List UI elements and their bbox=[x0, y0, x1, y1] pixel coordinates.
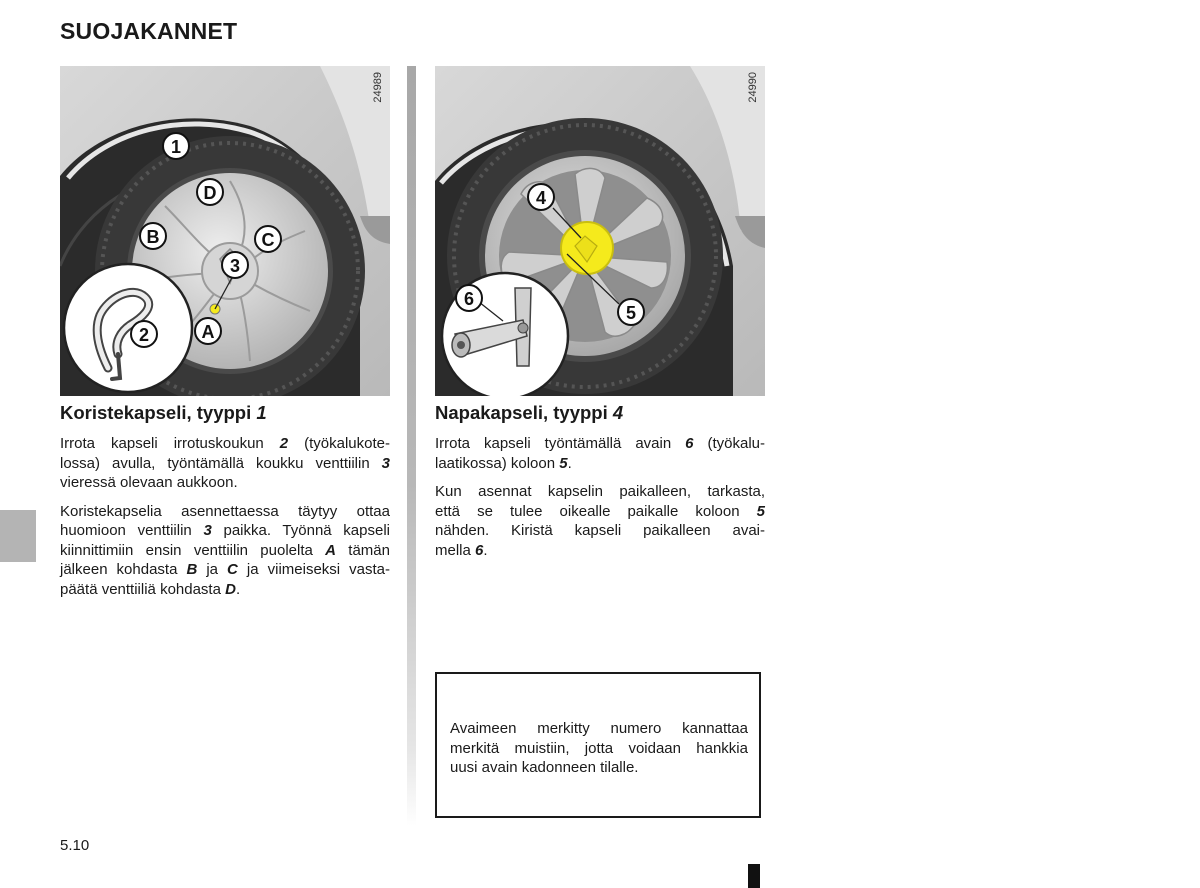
note-text bbox=[450, 719, 748, 778]
svg-text:2: 2 bbox=[138, 325, 150, 345]
svg-text:6: 6 bbox=[463, 289, 475, 309]
text-line: vieressä olevaan aukkoon. bbox=[60, 474, 238, 491]
text-line: Koristekapselia asennettaessa täytyy ottaa bbox=[60, 502, 390, 520]
callout-1 bbox=[163, 133, 189, 159]
reference-label: D bbox=[225, 580, 236, 598]
reference-label: 2 bbox=[279, 435, 289, 452]
note-box bbox=[435, 672, 761, 818]
paragraph bbox=[60, 434, 390, 493]
svg-text:5: 5 bbox=[625, 303, 637, 323]
callout-B bbox=[140, 223, 166, 249]
callout-C bbox=[255, 226, 281, 252]
callout-4 bbox=[528, 184, 554, 210]
reference-label: 5 bbox=[756, 502, 765, 520]
svg-text:4: 4 bbox=[535, 188, 547, 208]
text-line: laatikossa) koloon 5. bbox=[435, 454, 572, 472]
column-divider bbox=[407, 66, 416, 826]
callout-2 bbox=[131, 321, 157, 347]
text-line: että se tulee oikealle paikalle koloon 5 bbox=[435, 502, 765, 520]
text-line: Irrota kapseli irrotuskoukun 2 (työkalukote- bbox=[60, 435, 391, 452]
text-line: huomioon venttiilin 3 paikka. Työnnä kapseli bbox=[60, 522, 390, 539]
paragraph bbox=[435, 482, 765, 560]
svg-text:A: A bbox=[201, 322, 215, 342]
text-line: lossa) avulla, työntämällä koukku venttiilin 3 bbox=[60, 454, 390, 472]
text-line: mella 6. bbox=[435, 541, 488, 559]
reference-label: 6 bbox=[475, 541, 484, 559]
hub-cap-illustration bbox=[435, 66, 765, 396]
callout-3 bbox=[222, 252, 248, 278]
page-title: SUOJAKANNET bbox=[60, 18, 238, 44]
callout-D bbox=[197, 179, 223, 205]
chapter-tab bbox=[0, 510, 36, 562]
note-line: uusi avain kadonneen tilalle. bbox=[450, 759, 639, 776]
reference-label: B bbox=[186, 561, 198, 578]
callout-5 bbox=[618, 299, 644, 325]
svg-text:C: C bbox=[261, 230, 275, 250]
paragraph bbox=[60, 502, 390, 600]
figure-code: 24990 bbox=[747, 72, 759, 103]
reference-label: A bbox=[325, 541, 336, 559]
wheel-trim-illustration bbox=[60, 66, 390, 396]
section-heading-hubcap: Napakapseli, tyyppi 4 bbox=[435, 402, 624, 423]
svg-text:3: 3 bbox=[229, 256, 241, 276]
trim-instructions bbox=[60, 434, 390, 608]
page-number: 5.10 bbox=[60, 837, 90, 854]
note-line: Avaimeen merkitty numero kannattaa bbox=[450, 720, 748, 737]
svg-text:B: B bbox=[146, 227, 160, 247]
text-line: Kun asennat kapselin paikalleen, tarkasta, bbox=[435, 483, 765, 500]
paragraph bbox=[435, 434, 765, 473]
hubcap-instructions bbox=[435, 434, 765, 569]
reference-label: 5 bbox=[559, 454, 568, 472]
reference-label: 6 bbox=[685, 435, 694, 452]
svg-text:1: 1 bbox=[170, 137, 182, 157]
figure-code: 24989 bbox=[372, 72, 384, 103]
text-line: Irrota kapseli työntämällä avain 6 (työkalu- bbox=[435, 435, 766, 452]
page-edge-mark bbox=[748, 864, 760, 888]
reference-label: C bbox=[227, 561, 238, 578]
reference-label: 3 bbox=[203, 522, 212, 539]
text-line: kiinnittimiin ensin venttiilin puolelta A tämän bbox=[60, 541, 390, 559]
note-line: merkitä muistiin, jotta voidaan hankkia bbox=[450, 739, 748, 757]
text-line: jälkeen kohdasta B ja C ja viimeiseksi vasta- bbox=[60, 561, 390, 578]
text-line: päätä venttiiliä kohdasta D. bbox=[60, 580, 241, 598]
reference-label: 3 bbox=[381, 454, 390, 472]
section-heading-trim: Koristekapseli, tyyppi 1 bbox=[60, 402, 267, 423]
callout-A bbox=[195, 318, 221, 344]
svg-text:D: D bbox=[203, 183, 217, 203]
text-line: nähden. Kiristä kapseli paikalleen avai- bbox=[435, 522, 765, 539]
callout-6 bbox=[456, 285, 482, 311]
